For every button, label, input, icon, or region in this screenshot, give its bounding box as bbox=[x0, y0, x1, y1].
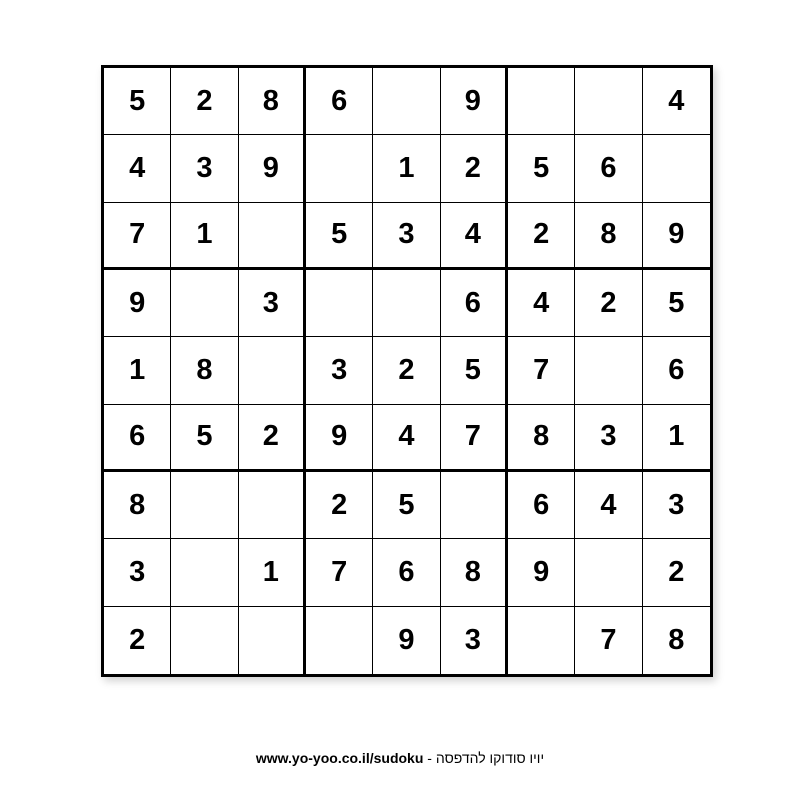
sudoku-given-cell: 3 bbox=[306, 337, 373, 404]
sudoku-given-cell: 1 bbox=[643, 405, 710, 472]
sudoku-given-cell: 8 bbox=[575, 203, 642, 270]
sudoku-given-cell: 6 bbox=[104, 405, 171, 472]
sudoku-empty-cell[interactable] bbox=[171, 607, 238, 674]
sudoku-given-cell: 4 bbox=[643, 68, 710, 135]
sudoku-given-cell: 3 bbox=[171, 135, 238, 202]
sudoku-given-cell: 3 bbox=[373, 203, 440, 270]
sudoku-empty-cell[interactable] bbox=[306, 270, 373, 337]
sudoku-given-cell: 2 bbox=[643, 539, 710, 606]
sudoku-empty-cell[interactable] bbox=[306, 607, 373, 674]
sudoku-empty-cell[interactable] bbox=[575, 68, 642, 135]
sudoku-given-cell: 1 bbox=[373, 135, 440, 202]
sudoku-given-cell: 5 bbox=[373, 472, 440, 539]
sudoku-empty-cell[interactable] bbox=[508, 607, 575, 674]
sudoku-given-cell: 1 bbox=[104, 337, 171, 404]
sudoku-given-cell: 6 bbox=[441, 270, 508, 337]
sudoku-given-cell: 7 bbox=[306, 539, 373, 606]
sudoku-given-cell: 2 bbox=[441, 135, 508, 202]
sudoku-given-cell: 4 bbox=[575, 472, 642, 539]
sudoku-empty-cell[interactable] bbox=[239, 203, 306, 270]
sudoku-empty-cell[interactable] bbox=[373, 270, 440, 337]
sudoku-given-cell: 2 bbox=[104, 607, 171, 674]
sudoku-given-cell: 2 bbox=[575, 270, 642, 337]
sudoku-given-cell: 7 bbox=[441, 405, 508, 472]
sudoku-given-cell: 5 bbox=[104, 68, 171, 135]
sudoku-given-cell: 9 bbox=[373, 607, 440, 674]
sudoku-given-cell: 9 bbox=[643, 203, 710, 270]
sudoku-empty-cell[interactable] bbox=[171, 270, 238, 337]
sudoku-given-cell: 2 bbox=[171, 68, 238, 135]
sudoku-given-cell: 1 bbox=[171, 203, 238, 270]
sudoku-given-cell: 5 bbox=[643, 270, 710, 337]
sudoku-grid bbox=[101, 65, 713, 677]
sudoku-given-cell: 8 bbox=[508, 405, 575, 472]
sudoku-given-cell: 2 bbox=[508, 203, 575, 270]
sudoku-given-cell: 9 bbox=[508, 539, 575, 606]
sudoku-given-cell: 7 bbox=[575, 607, 642, 674]
sudoku-given-cell: 8 bbox=[441, 539, 508, 606]
sudoku-given-cell: 4 bbox=[441, 203, 508, 270]
sudoku-given-cell: 1 bbox=[239, 539, 306, 606]
sudoku-given-cell: 5 bbox=[306, 203, 373, 270]
sudoku-given-cell: 8 bbox=[104, 472, 171, 539]
sudoku-given-cell: 2 bbox=[239, 405, 306, 472]
sudoku-given-cell: 9 bbox=[441, 68, 508, 135]
sudoku-empty-cell[interactable] bbox=[171, 539, 238, 606]
sudoku-given-cell: 9 bbox=[239, 135, 306, 202]
sudoku-empty-cell[interactable] bbox=[171, 472, 238, 539]
sudoku-empty-cell[interactable] bbox=[575, 337, 642, 404]
sudoku-empty-cell[interactable] bbox=[239, 337, 306, 404]
sudoku-given-cell: 2 bbox=[306, 472, 373, 539]
footer-credit bbox=[0, 750, 800, 766]
sudoku-given-cell: 3 bbox=[239, 270, 306, 337]
sudoku-empty-cell[interactable] bbox=[575, 539, 642, 606]
sudoku-empty-cell[interactable] bbox=[239, 472, 306, 539]
sudoku-given-cell: 8 bbox=[668, 623, 685, 656]
sudoku-given-cell: 6 bbox=[306, 68, 373, 135]
sudoku-given-cell: 8 bbox=[171, 337, 238, 404]
sudoku-empty-cell[interactable] bbox=[239, 607, 306, 674]
sudoku-given-cell: 2 bbox=[373, 337, 440, 404]
sudoku-given-cell: 6 bbox=[643, 337, 710, 404]
sudoku-empty-cell[interactable] bbox=[643, 135, 710, 202]
footer-separator: - bbox=[423, 750, 436, 766]
sudoku-given-cell: 6 bbox=[508, 472, 575, 539]
sudoku-given-cell: 7 bbox=[104, 203, 171, 270]
sudoku-given-cell: 3 bbox=[104, 539, 171, 606]
sudoku-given-cell: 5 bbox=[171, 405, 238, 472]
sudoku-empty-cell[interactable] bbox=[441, 472, 508, 539]
sudoku-given-cell: 9 bbox=[104, 270, 171, 337]
sudoku-given-cell: 3 bbox=[643, 472, 710, 539]
sudoku-given-cell: 7 bbox=[508, 337, 575, 404]
site-url[interactable]: www.yo-yoo.co.il/sudoku bbox=[255, 750, 424, 766]
footer-caption: יויו סודוקו להדפסה bbox=[435, 750, 545, 766]
sudoku-given-cell: 4 bbox=[508, 270, 575, 337]
sudoku-empty-cell[interactable] bbox=[306, 135, 373, 202]
sudoku-given-cell: 5 bbox=[508, 135, 575, 202]
sudoku-given-cell: 3 bbox=[575, 405, 642, 472]
sudoku-given-cell: 3 bbox=[441, 607, 508, 674]
sudoku-empty-cell[interactable] bbox=[373, 68, 440, 135]
sudoku-given-cell: 4 bbox=[104, 135, 171, 202]
sudoku-given-cell: 6 bbox=[575, 135, 642, 202]
sudoku-given-cell: 8 bbox=[239, 68, 306, 135]
sudoku-given-cell: 4 bbox=[373, 405, 440, 472]
sudoku-given-cell: 6 bbox=[373, 539, 440, 606]
sudoku-empty-cell[interactable] bbox=[508, 68, 575, 135]
sudoku-given-cell: 5 bbox=[441, 337, 508, 404]
sudoku-given-cell: 9 bbox=[306, 405, 373, 472]
